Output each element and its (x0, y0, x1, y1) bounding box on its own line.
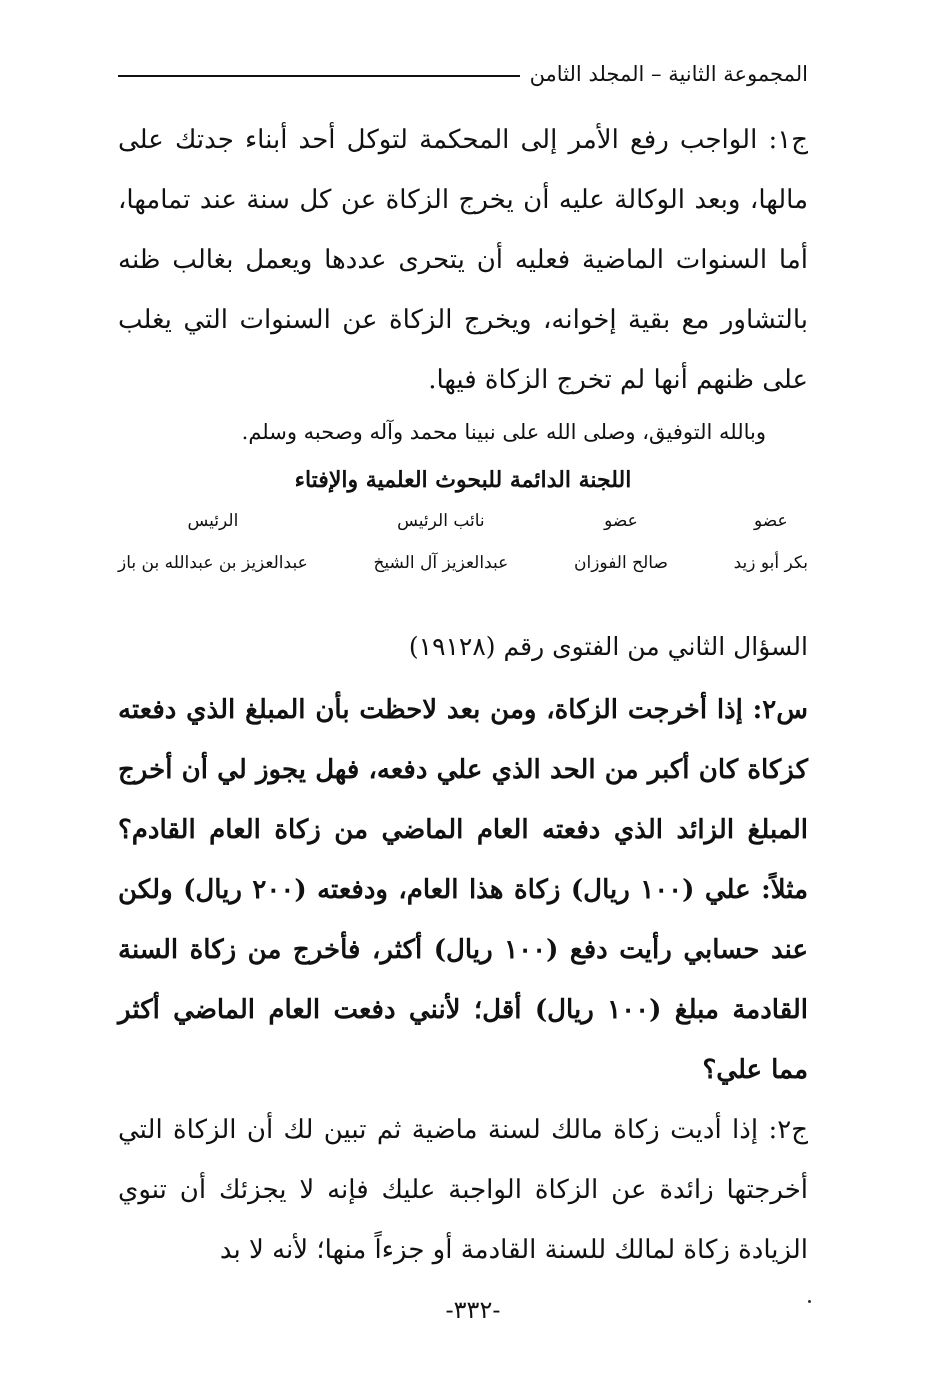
member-role: نائب الرئيس (397, 511, 485, 531)
question-2-paragraph: س٢: إذا أخرجت الزكاة، ومن بعد لاحظت بأن المبلغ الذي دفعته كزكاة كان أكبر من الحد الذي علي دفعه، فهل يجوز لي أن أخرج المبلغ الزائد الذي دفعته العام الماضي من زكاة العام القادم؟ مثلاً: علي (١٠٠ ريال) زكاة هذا العام، ودفعته (٢٠٠ ريال) ولكن عند حسابي رأيت دفع (١٠٠ ريال) أكثر، فأخرج من زكاة السنة القادمة مبلغ (١٠٠ ريال) أقل؛ لأنني دفعت العام الماضي أكثر مما علي؟ (118, 695, 808, 1085)
answer-2-paragraph: ج٢: إذا أديت زكاة مالك لسنة ماضية ثم تبين لك أن الزكاة التي أخرجتها زائدة عن الزكاة الواجبة عليك فإنه لا يجزئك أن تنوي الزيادة زكاة لمالك للسنة القادمة أو جزءاً منها؛ لأنه لا بد (118, 1115, 809, 1265)
member-role: عضو (604, 511, 638, 531)
committee-member (734, 506, 808, 578)
member-role: الرئيس (187, 511, 239, 531)
committee-title: اللجنة الدائمة للبحوث العلمية والإفتاء (294, 467, 632, 493)
committee-member (118, 506, 308, 578)
member-role: عضو (753, 511, 788, 531)
committee-members (118, 506, 808, 578)
answer-1-paragraph: ج١: الواجب رفع الأمر إلى المحكمة لتوكل أحد أبناء جدتك على مالها، وبعد الوكالة عليه أن يخرج الزكاة عن كل سنة عند تمامها، أما السنوات الماضية فعليه أن يتحرى عددها ويعمل بغالب ظنه بالتشاور مع بقية إخوانه، ويخرج الزكاة عن السنوات التي يغلب على ظنهم أنها لم تخرج الزكاة فيها. (118, 125, 808, 395)
running-header (118, 58, 808, 90)
header-rule (118, 75, 520, 77)
closing-line: وبالله التوفيق، وصلى الله على نبينا محمد وآله وصحبه وسلم. (241, 420, 766, 444)
member-name: عبدالعزيز بن عبدالله بن باز (118, 553, 308, 573)
question-reference: السؤال الثاني من الفتوى رقم (١٩١٢٨) (408, 632, 808, 661)
member-name: صالح الفوزان (574, 553, 668, 573)
member-name: عبدالعزيز آل الشيخ (373, 553, 509, 573)
page-number: -٣٣٢- (445, 1296, 501, 1324)
header-title: المجموعة الثانية – المجلد الثامن (529, 62, 808, 86)
committee-member (574, 506, 668, 578)
member-name: بكر أبو زيد (733, 553, 808, 573)
committee-member (373, 506, 508, 578)
